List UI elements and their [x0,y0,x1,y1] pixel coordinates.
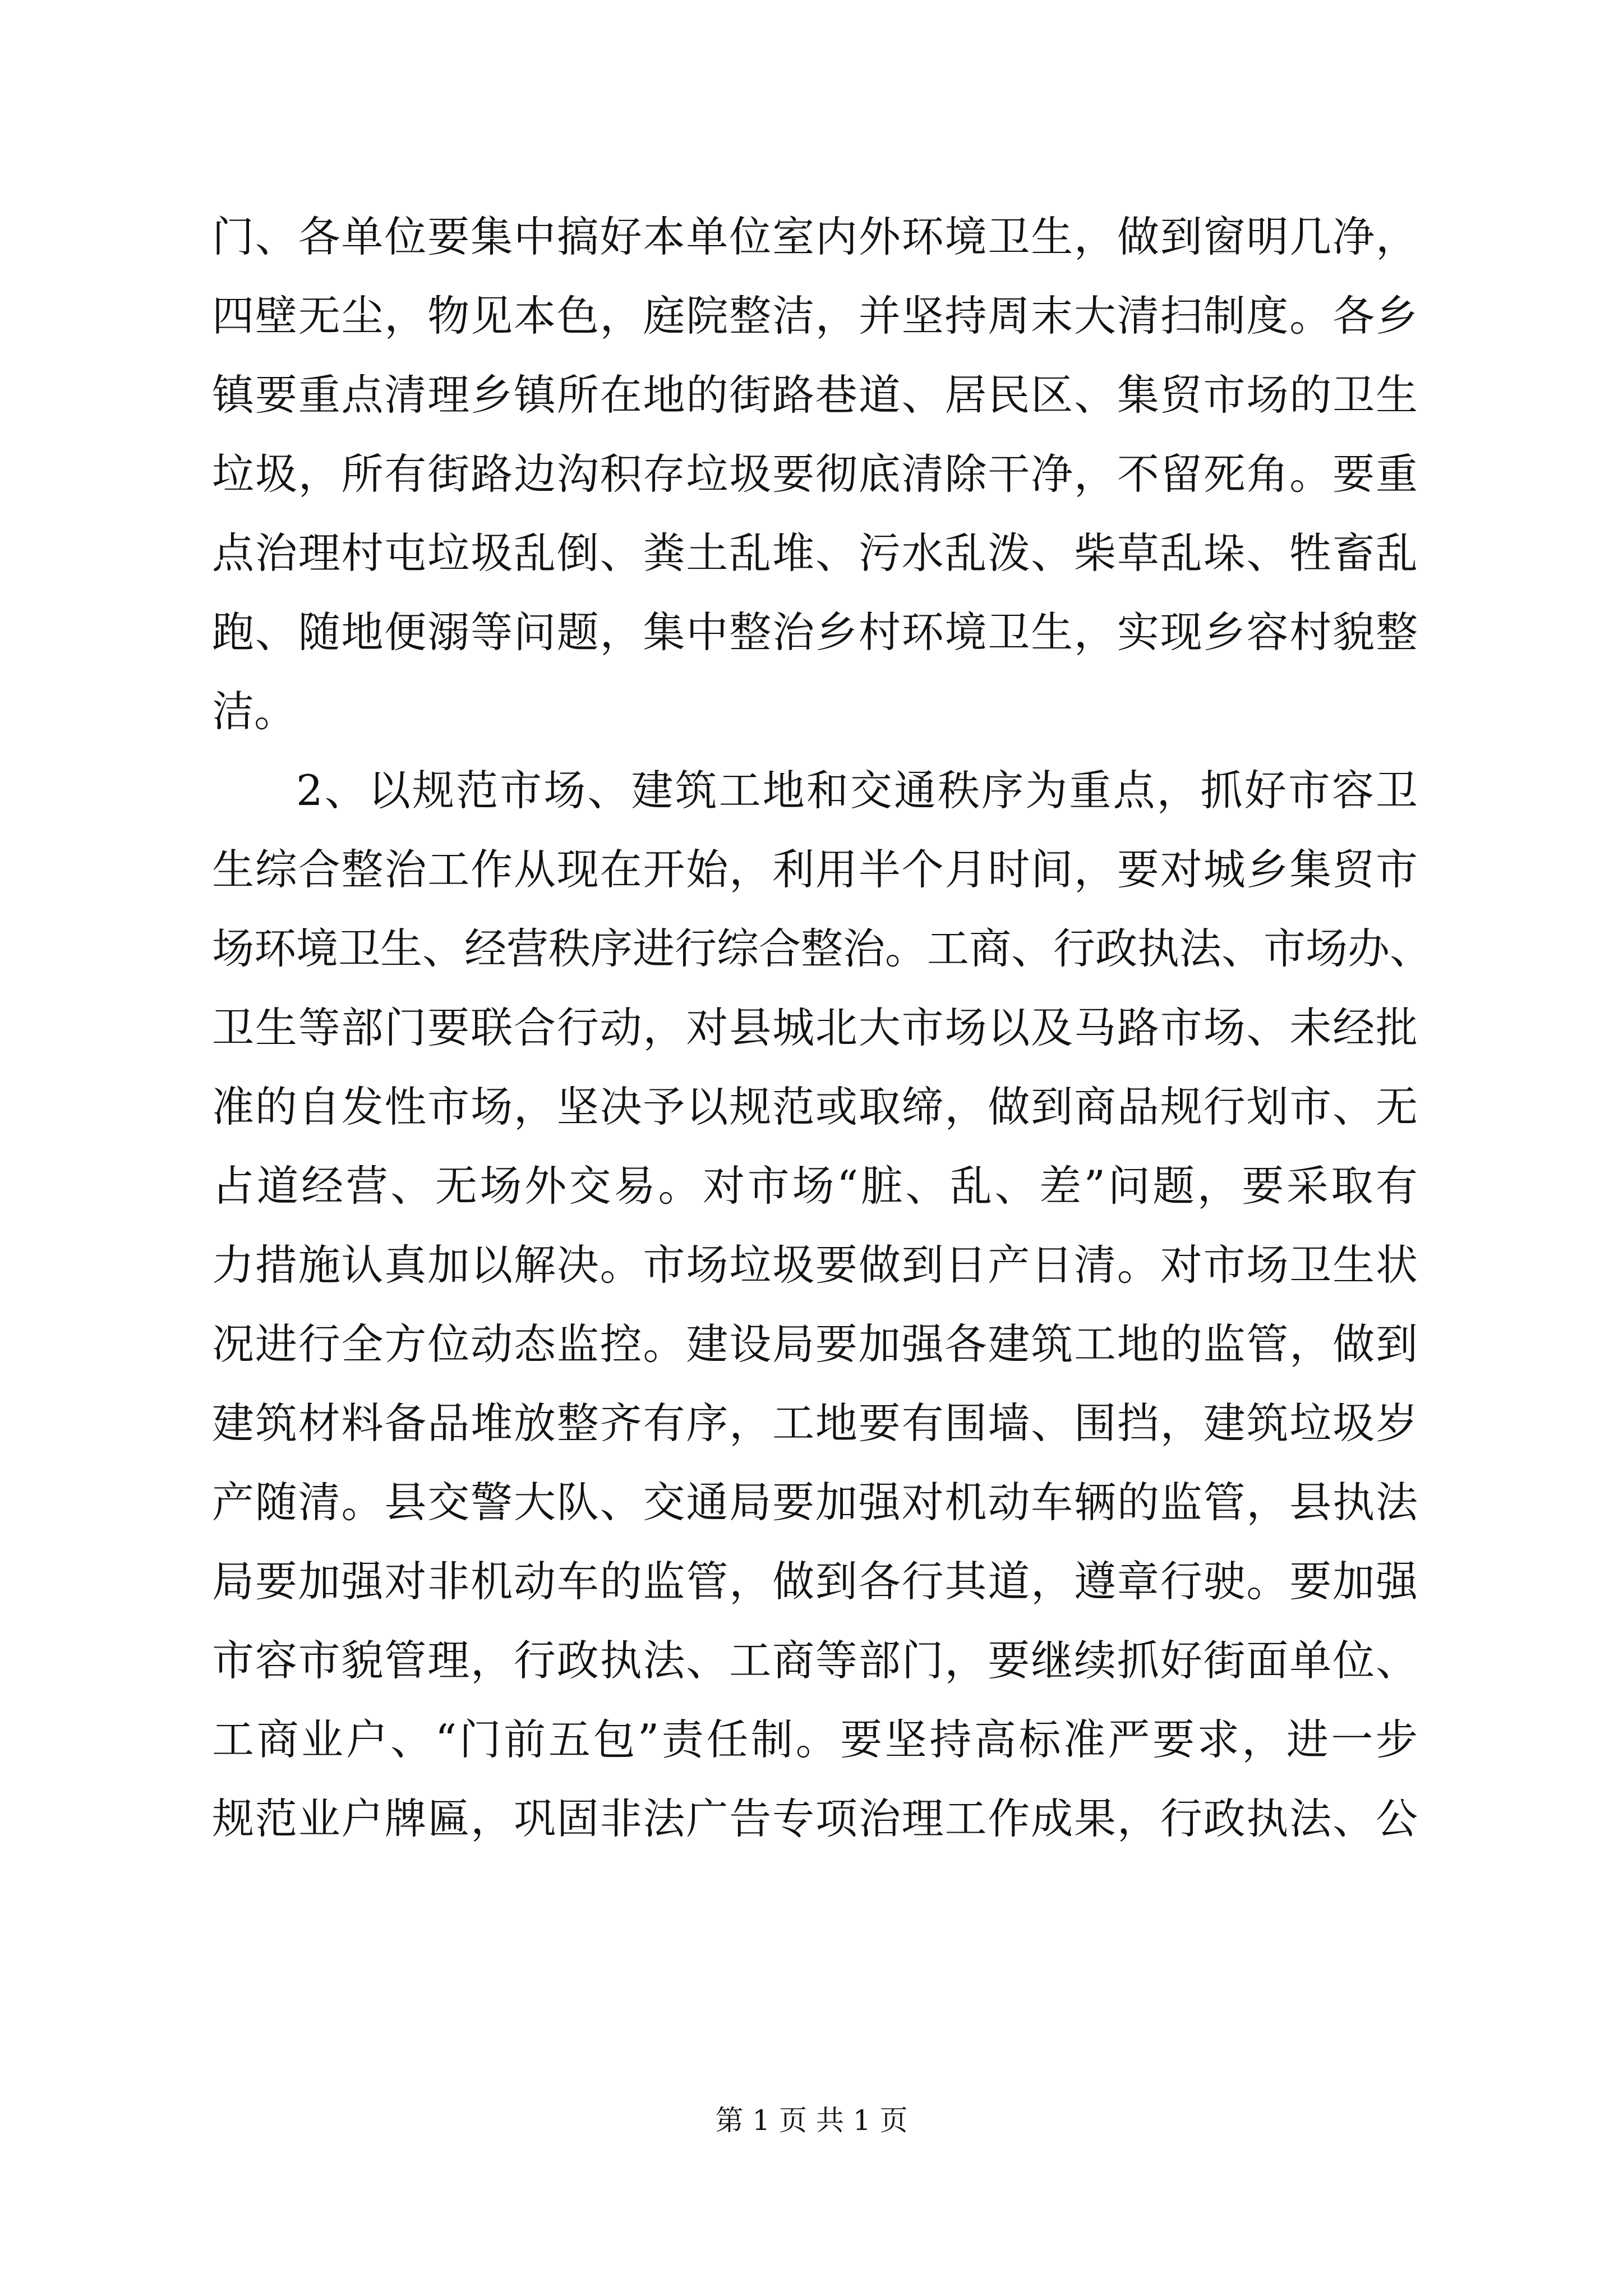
text-line: 卫生等部门要联合行动，对县城北大市场以及马路市场、未经批 [212,1003,1418,1052]
text-line: 产随清。县交警大队、交通局要加强对机动车辆的监管，县执法 [212,1478,1418,1527]
text-line: 洁。 [212,687,297,736]
page-footer [0,2101,1623,2140]
page-number-label: 第 1 页 共 1 页 [715,2104,908,2137]
text-line: 四壁无尘，物见本色，庭院整洁，并坚持周末大清扫制度。各乡 [212,291,1418,341]
text-line: 工商业户、“门前五包”责任制。要坚持高标准严要求，进一步 [212,1715,1418,1764]
text-line: 垃圾，所有街路边沟积存垃圾要彻底清除干净，不留死角。要重 [212,449,1418,499]
text-line: 跑、随地便溺等问题，集中整治乡村环境卫生，实现乡容村貌整 [212,608,1418,657]
text-line: 点治理村屯垃圾乱倒、粪土乱堆、污水乱泼、柴草乱垛、牲畜乱 [212,528,1418,578]
body-text [212,197,1432,1858]
text-line: 局要加强对非机动车的监管，做到各行其道，遵章行驶。要加强 [212,1557,1418,1606]
text-line: 场环境卫生、经营秩序进行综合整治。工商、行政执法、市场办、 [212,924,1432,973]
text-line: 市容市貌管理，行政执法、工商等部门，要继续抓好街面单位、 [212,1636,1418,1685]
text-line: 准的自发性市场，坚决予以规范或取缔，做到商品规行划市、无 [212,1082,1418,1131]
text-line: 力措施认真加以解决。市场垃圾要做到日产日清。对市场卫生状 [212,1240,1418,1290]
text-line: 生综合整治工作从现在开始，利用半个月时间，要对城乡集贸市 [212,845,1418,894]
text-line: 镇要重点清理乡镇所在地的街路巷道、居民区、集贸市场的卫生 [212,370,1418,420]
text-line: 占道经营、无场外交易。对市场“脏、乱、差”问题，要采取有 [212,1161,1418,1211]
text-line: 门、各单位要集中搞好本单位室内外环境卫生，做到窗明几净， [212,212,1418,261]
text-line: 况进行全方位动态监控。建设局要加强各建筑工地的监管，做到 [212,1319,1418,1369]
text-line: 建筑材料备品堆放整齐有序，工地要有围墙、围挡，建筑垃圾岁 [212,1398,1418,1448]
text-line: 规范业户牌匾，巩固非法广告专项治理工作成果，行政执法、公 [212,1794,1418,1843]
text-line: 2、以规范市场、建筑工地和交通秩序为重点，抓好市容卫 [296,766,1418,815]
